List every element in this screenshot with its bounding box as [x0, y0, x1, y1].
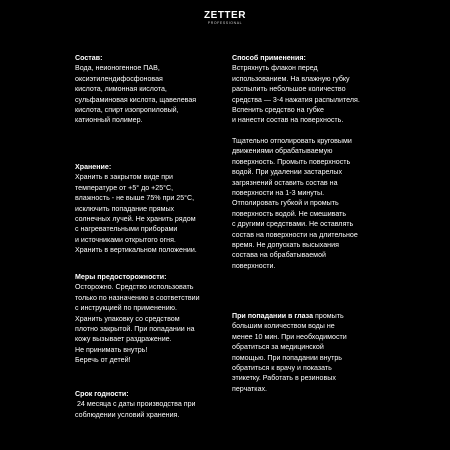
storage-line: с нагревательными приборами — [75, 225, 178, 234]
storage-line: и источниками открытого огня. — [75, 235, 176, 244]
composition-line: Вода, неионогенное ПАВ, — [75, 64, 160, 73]
shelf-life-section — [75, 389, 196, 420]
brand-name: ZETTER — [204, 10, 246, 21]
composition-line: оксиэтилендифосфоновая — [75, 74, 163, 83]
composition-line: сульфаминовая кислота, щавелевая — [75, 95, 197, 104]
shelf-life-line: соблюдении условий хранения. — [75, 410, 180, 419]
composition-line: кислота, лимонная кислота, — [75, 85, 167, 94]
composition-line: кислота, спирт изопропиловый, — [75, 106, 179, 115]
storage-line: солнечных лучей. Не хранить рядом — [75, 215, 196, 224]
usage-line: средства — 3-4 нажатия распылителя. — [232, 95, 360, 104]
usage-line: Вспенить средство на губке — [232, 106, 324, 115]
usage-line: распылить небольшое количество — [232, 85, 346, 94]
storage-line: температуре от +5° до +25°С, — [75, 183, 174, 192]
cleaning-line: поверхности. — [232, 261, 276, 270]
cleaning-line: Отполировать губкой и промыть — [232, 199, 339, 208]
precautions-line: Осторожно. Средство использовать — [75, 283, 194, 292]
precautions-section — [75, 272, 200, 366]
eyes-first-line — [232, 311, 347, 321]
eyes-line: большим количеством воды не — [232, 322, 335, 331]
eyes-bold-lead: При попадании в глаза — [232, 312, 314, 320]
cleaning-line: движениями обрабатываемую — [232, 147, 333, 156]
eyes-first-rest: промыть — [313, 312, 344, 320]
cleaning-line: загрязнений оставить состав на — [232, 178, 338, 187]
precautions-heading: Меры предосторожности: — [75, 273, 167, 281]
cleaning-line: время. Не допускать высыхания — [232, 241, 339, 250]
eyes-line: обратиться к врачу и показать — [232, 364, 332, 373]
brand-logo — [0, 11, 450, 26]
storage-heading: Хранение: — [75, 163, 112, 171]
cleaning-line: водой. При удалении застарелых — [232, 168, 343, 177]
usage-section — [232, 53, 360, 126]
eyes-section — [232, 311, 347, 394]
precautions-line: плотно закрытой. При попадании на — [75, 325, 195, 334]
cleaning-line: поверхность. Промыть поверхность — [232, 157, 351, 166]
cleaning-section — [232, 136, 358, 271]
usage-heading: Способ применения: — [232, 54, 306, 62]
storage-line: влажность - не выше 75% при 25°С, — [75, 194, 195, 203]
cleaning-line: Тщательно отполировать круговыми — [232, 137, 352, 145]
precautions-line: Не принимать внутрь! — [75, 345, 148, 354]
storage-line: Хранить в вертикальном положении. — [75, 246, 197, 255]
cleaning-line: состав на поверхности на длительное — [232, 230, 358, 239]
eyes-line: этикетку. Работать в резиновых — [232, 374, 336, 383]
cleaning-line: поверхности на 1-3 минуты. — [232, 189, 325, 198]
precautions-line: с инструкцией по применению. — [75, 304, 177, 313]
shelf-life-heading: Срок годности: — [75, 390, 129, 398]
composition-heading: Состав: — [75, 54, 103, 62]
shelf-life-line: 24 месяца с даты производства при — [75, 400, 196, 409]
composition-section — [75, 53, 196, 126]
usage-line: Встряхнуть флакон перед — [232, 64, 318, 73]
cleaning-line: с другими средствами. Не оставлять — [232, 220, 354, 229]
storage-section — [75, 162, 197, 256]
storage-line: Хранить в закрытом виде при — [75, 173, 173, 182]
eyes-line: обратиться за медицинской — [232, 343, 324, 352]
precautions-line: только по назначению в соответствии — [75, 293, 200, 302]
usage-line: и нанести состав на поверхность. — [232, 116, 344, 125]
eyes-line: менее 10 мин. При необходимости — [232, 332, 347, 341]
cleaning-line: поверхность водой. Не смешивать — [232, 209, 347, 218]
eyes-line: помощью. При попадании внутрь — [232, 353, 342, 362]
storage-line: исключить попадание прямых — [75, 204, 175, 213]
brand-subtitle: PROFESSIONAL — [207, 21, 243, 25]
precautions-line: Хранить упаковку со средством — [75, 314, 180, 323]
precautions-line: Беречь от детей! — [75, 356, 131, 365]
usage-line: использованием. На влажную губку — [232, 74, 350, 83]
composition-line: катионный полимер. — [75, 116, 143, 125]
eyes-line: перчатках. — [232, 384, 268, 393]
precautions-line: кожу вызывает раздражение. — [75, 335, 172, 344]
cleaning-line: состава на обрабатываемой — [232, 251, 326, 260]
